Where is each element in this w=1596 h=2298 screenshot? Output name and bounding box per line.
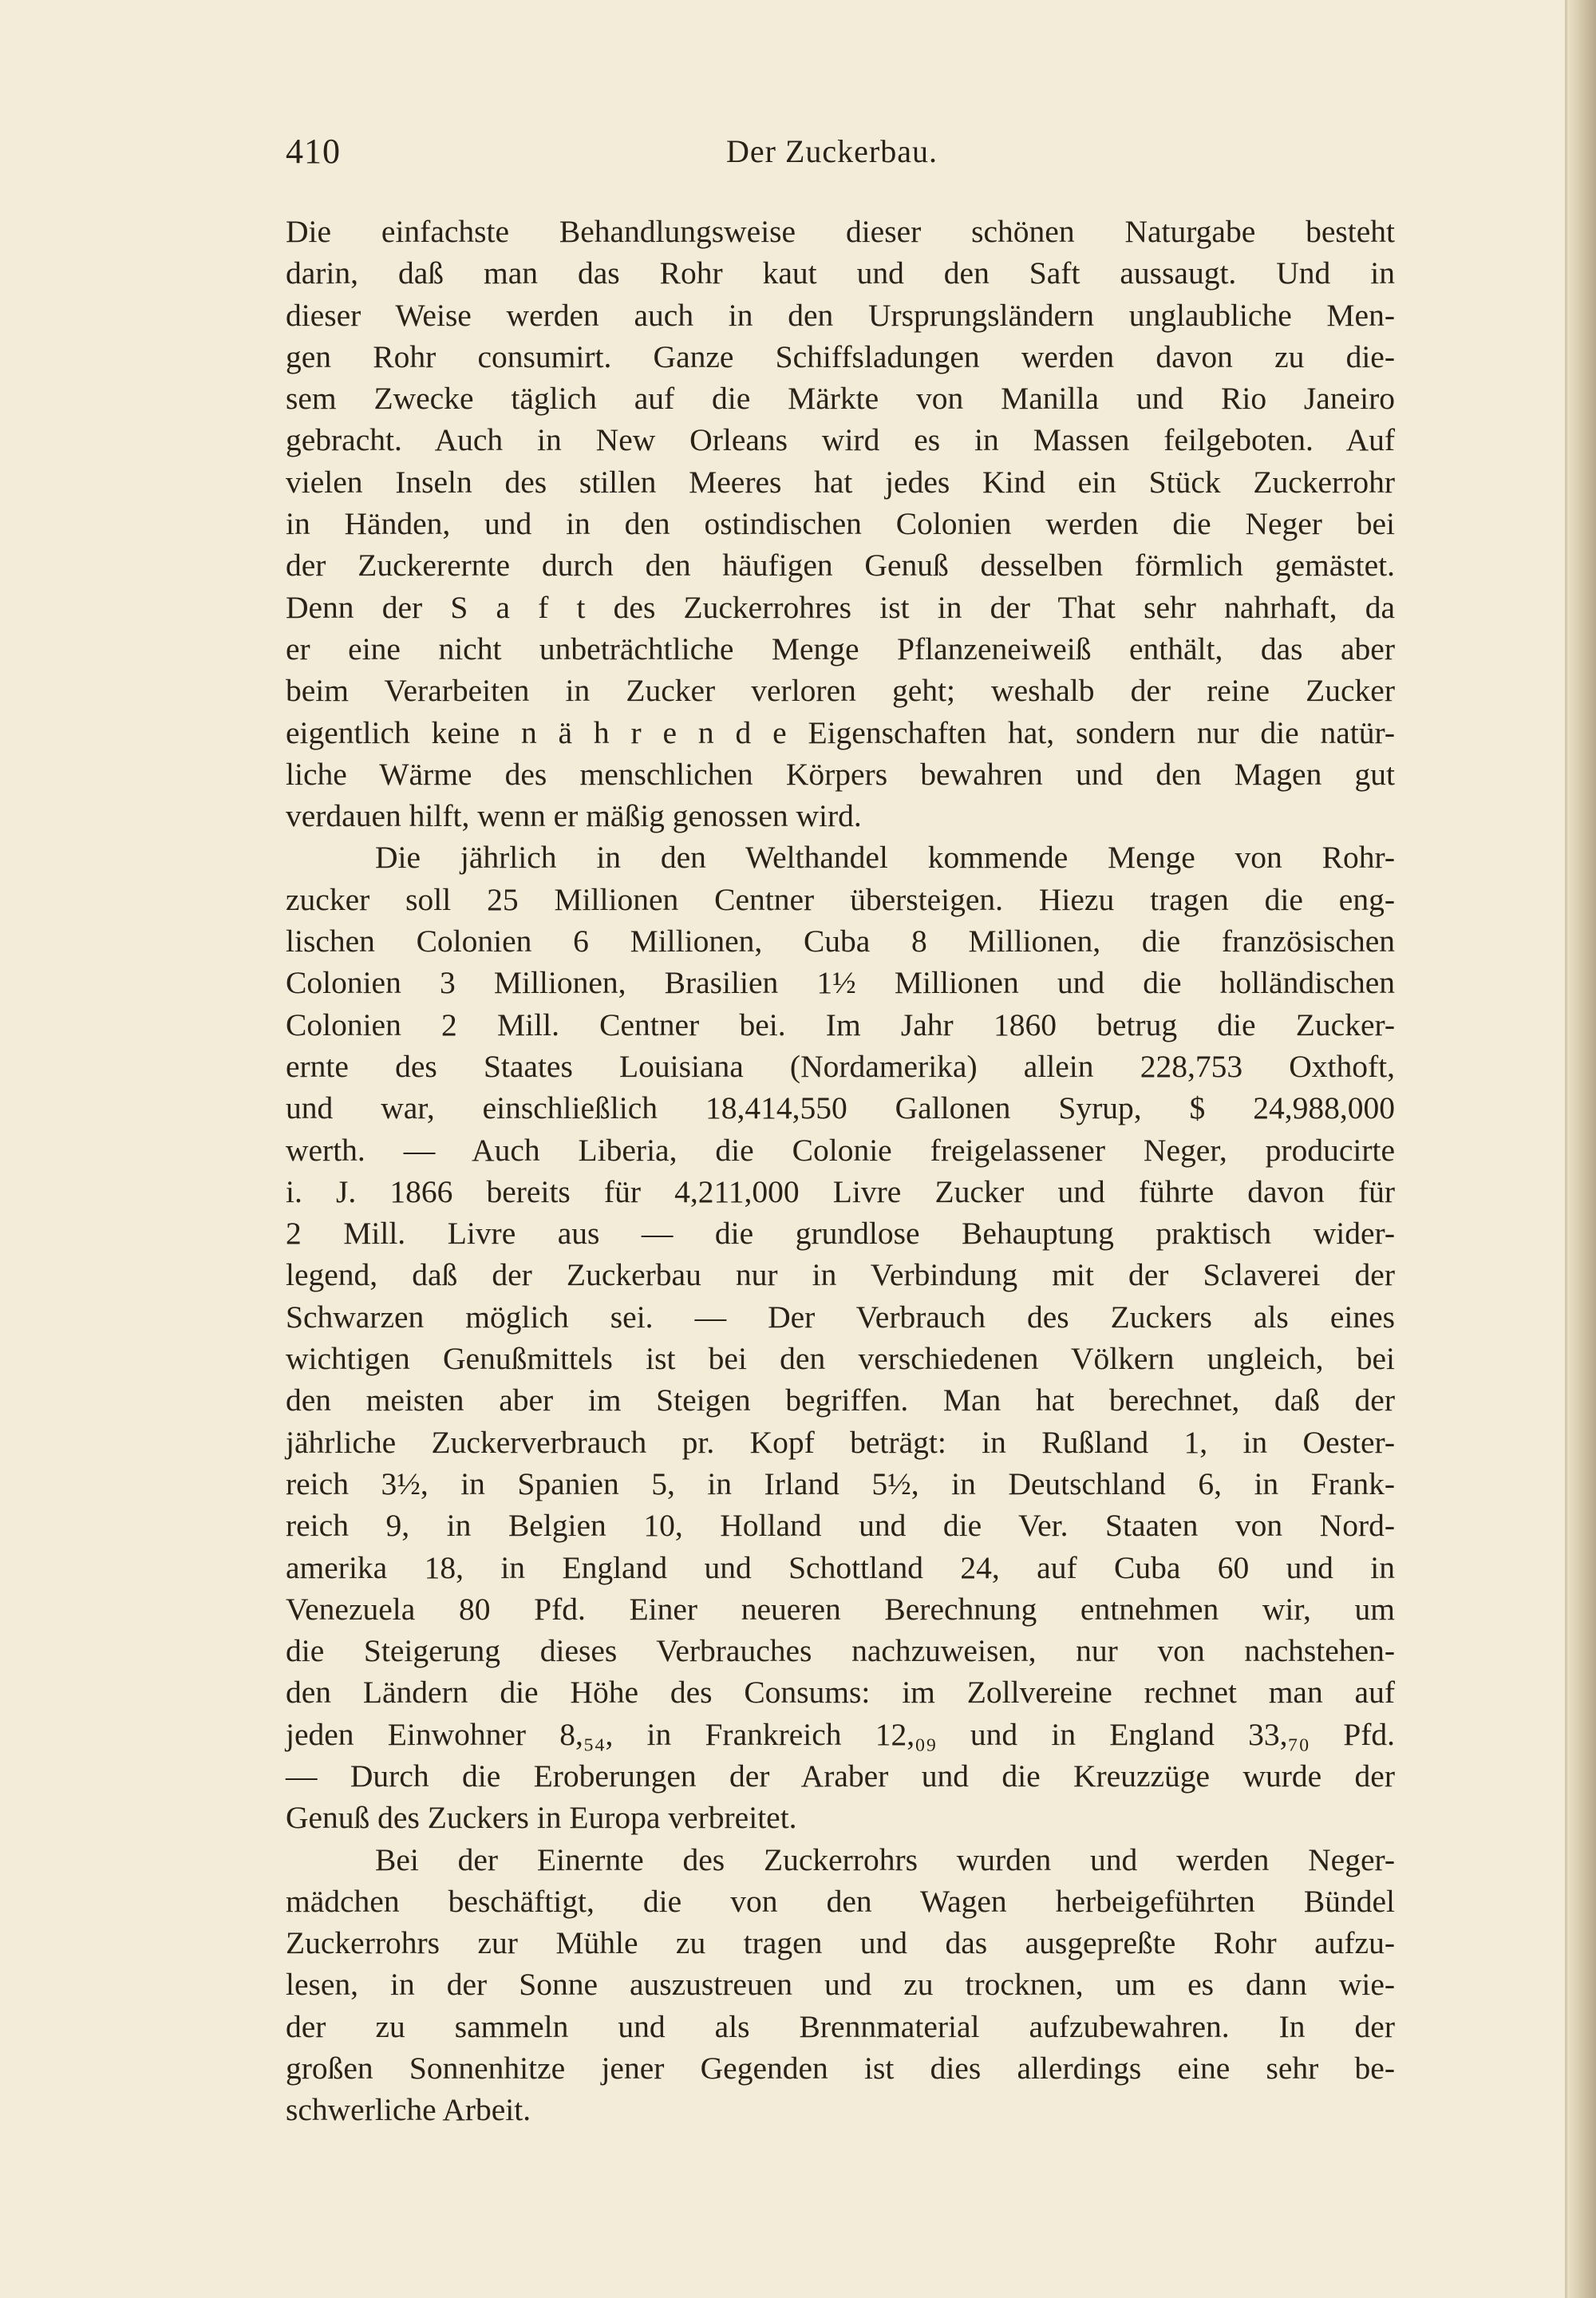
text-line: großen Sonnenhitze jener Gegenden ist dies allerdings eine sehr be- — [286, 2051, 1395, 2086]
text-line: liche Wärme des menschlichen Körpers bewahren und den Magen gut — [286, 756, 1395, 792]
text-line: jeden Einwohner 8,₅₄, in Frankreich 12,₀₉ und in England 33,₇₀ Pfd. — [286, 1716, 1395, 1752]
text-line: Die jährlich in den Welthandel kommende Menge von Rohr- — [375, 840, 1395, 876]
page-edge — [1567, 0, 1596, 2298]
text-line: legend, daß der Zuckerbau nur in Verbindung mit der Sclaverei der — [286, 1257, 1395, 1293]
text-line: Venezuela 80 Pfd. Einer neueren Berechnung entnehmen wir, um — [286, 1591, 1395, 1627]
text-line: er eine nicht unbeträchtliche Menge Pflanzeneiweiß enthält, das aber — [286, 631, 1395, 666]
text-line: Bei der Einernte des Zuckerrohrs wurden und werden Neger- — [375, 1841, 1395, 1877]
page-header — [286, 128, 1427, 176]
text-line: 2 Mill. Livre aus — die grundlose Behauptung praktisch wider- — [286, 1216, 1395, 1252]
text-line: und war, einschließlich 18,414,550 Gallonen Syrup, $ 24,988,000 — [286, 1090, 1395, 1126]
text-line: ernte des Staates Louisiana (Nordamerika) allein 228,753 Oxthoft, — [286, 1048, 1395, 1084]
text-line: amerika 18, in England und Schottland 24, auf Cuba 60 und in — [286, 1549, 1395, 1585]
text-line: darin, daß man das Rohr kaut und den Saft aussaugt. Und in — [286, 255, 1395, 291]
text-line: Colonien 3 Millionen, Brasilien 1½ Millionen und die holländischen — [286, 965, 1395, 1001]
body-text — [286, 211, 1395, 2131]
text-line: reich 9, in Belgien 10, Holland und die Ver. Staaten von Nord- — [286, 1508, 1395, 1544]
text-line: sem Zwecke täglich auf die Märkte von Manilla und Rio Janeiro — [286, 381, 1395, 417]
text-line: verdauen hilft, wenn er mäßig genossen wird. — [286, 798, 862, 834]
text-line: der Zuckerernte durch den häufigen Genuß desselben förmlich gemästet. — [286, 548, 1395, 583]
text-line: i. J. 1866 bereits für 4,211,000 Livre Zucker und führte davon für — [286, 1173, 1395, 1209]
text-line: zucker soll 25 Millionen Centner übersteigen. Hiezu tragen die eng- — [286, 881, 1395, 917]
text-line: Genuß des Zuckers in Europa verbreitet. — [286, 1800, 797, 1836]
text-line: Colonien 2 Mill. Centner bei. Im Jahr 1860 betrug die Zucker- — [286, 1007, 1395, 1042]
paragraph — [286, 211, 1395, 837]
text-line: vielen Inseln des stillen Meeres hat jedes Kind ein Stück Zuckerrohr — [286, 464, 1395, 500]
text-line: gebracht. Auch in New Orleans wird es in Massen feilgeboten. Auf — [286, 422, 1395, 458]
paragraph — [286, 837, 1395, 1838]
text-line: der zu sammeln und als Brennmaterial aufzubewahren. In der — [286, 2008, 1395, 2044]
text-line: schwerliche Arbeit. — [286, 2092, 531, 2128]
text-line: — Durch die Eroberungen der Araber und die Kreuzzüge wurde der — [286, 1758, 1395, 1794]
text-line: gen Rohr consumirt. Ganze Schiffsladungen werden davon zu die- — [286, 338, 1395, 374]
text-line: Schwarzen möglich sei. — Der Verbrauch des Zuckers als eines — [286, 1299, 1395, 1335]
text-line: Denn der S a f t des Zuckerrohres ist in der That sehr nahrhaft, da — [286, 589, 1395, 625]
running-head: Der Zuckerbau. — [726, 133, 938, 169]
page-number: 410 — [286, 132, 341, 171]
paragraph — [286, 1839, 1395, 2131]
text-line: beim Verarbeiten in Zucker verloren geht; weshalb der reine Zucker — [286, 673, 1395, 709]
text-line: lesen, in der Sonne auszustreuen und zu trocknen, um es dann wie- — [286, 1967, 1395, 2003]
text-line: werth. — Auch Liberia, die Colonie freigelassener Neger, producirte — [286, 1132, 1395, 1168]
text-line: den meisten aber im Steigen begriffen. Man hat berechnet, daß der — [286, 1382, 1395, 1418]
text-line: den Ländern die Höhe des Consums: im Zollvereine rechnet man auf — [286, 1675, 1395, 1711]
text-line: Zuckerrohrs zur Mühle zu tragen und das ausgepreßte Rohr aufzu- — [286, 1925, 1395, 1961]
text-line: die Steigerung dieses Verbrauches nachzuweisen, nur von nachstehen- — [286, 1633, 1395, 1669]
text-line: reich 3½, in Spanien 5, in Irland 5½, in Deutschland 6, in Frank- — [286, 1465, 1395, 1501]
text-line: dieser Weise werden auch in den Ursprungsländern unglaubliche Men- — [286, 297, 1395, 333]
text-line: wichtigen Genußmittels ist bei den verschiedenen Völkern ungleich, bei — [286, 1341, 1395, 1377]
text-line: jährliche Zuckerverbrauch pr. Kopf beträgt: in Rußland 1, in Oester- — [286, 1424, 1395, 1460]
text-line: in Händen, und in den ostindischen Colonien werden die Neger bei — [286, 506, 1395, 542]
text-line: lischen Colonien 6 Millionen, Cuba 8 Millionen, die französischen — [286, 924, 1395, 959]
text-line: mädchen beschäftigt, die von den Wagen herbeigeführten Bündel — [286, 1883, 1395, 1919]
text-line: eigentlich keine n ä h r e n d e Eigenschaften hat, sondern nur die natür- — [286, 714, 1395, 750]
text-line: Die einfachste Behandlungsweise dieser schönen Naturgabe besteht — [286, 214, 1395, 249]
